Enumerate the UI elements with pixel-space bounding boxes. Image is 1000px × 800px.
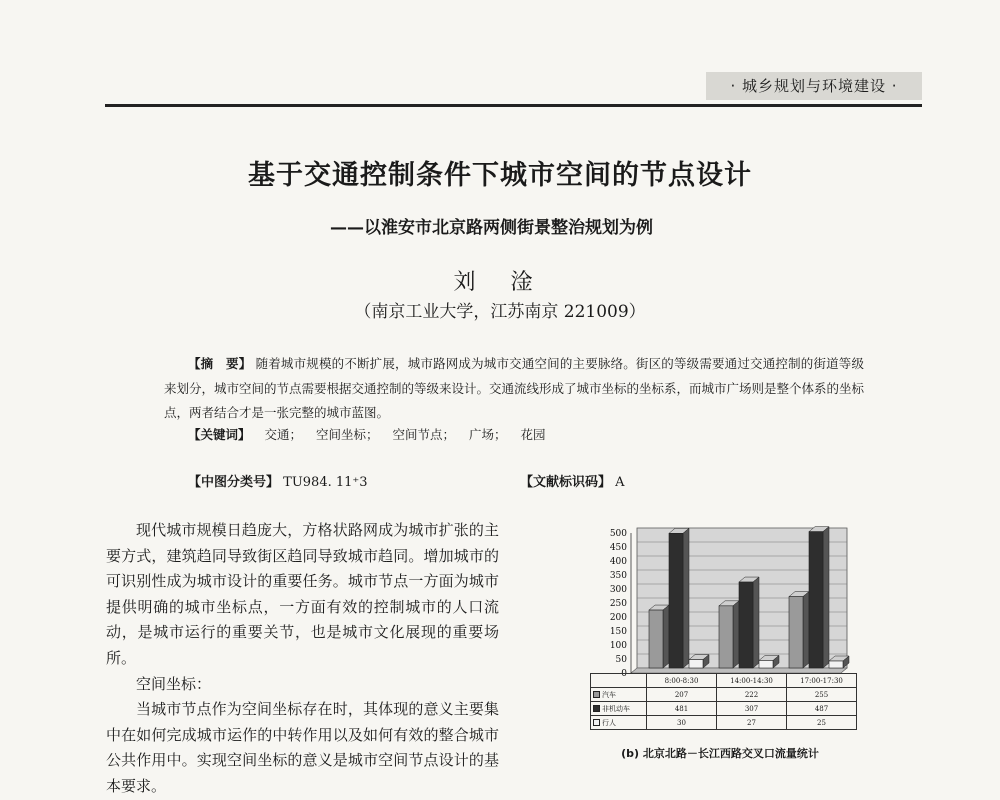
keyword-item: 空间坐标；: [316, 427, 379, 442]
paper-title: 基于交通控制条件下城市空间的节点设计: [248, 160, 752, 191]
author-affiliation: （南京工业大学，江苏南京 221009）: [354, 302, 646, 322]
keyword-item: 空间节点；: [392, 427, 456, 442]
table-cell: 27: [717, 716, 787, 730]
table-cell: 30: [647, 716, 717, 730]
table-cell: 255: [787, 688, 857, 702]
abstract-text: 随着城市规模的不断扩展，城市路网成为城市交通空间的主要脉络。街区的等级需要通过交通控制的街道等级来划分，城市空间的节点需要根据交通控制的等级来设计。交通流线形成了城市坐标的坐标系，而城市广场则是整个体系的坐标点，两者结合才是一张完整的城市蓝图。: [164, 356, 865, 420]
chart-caption: (b) 北京北路－长江西路交叉口流量统计: [621, 747, 819, 760]
bar: [669, 533, 683, 668]
y-tick-label: 0: [621, 669, 627, 678]
table-row: [591, 716, 857, 730]
legend-swatch: [593, 705, 600, 712]
bar: [789, 597, 803, 668]
bar: [719, 606, 733, 668]
author-name: 刘 淦: [453, 270, 547, 295]
y-tick-label: 150: [609, 627, 627, 637]
series-name: 行人: [602, 718, 616, 727]
table-row-header: [591, 702, 647, 716]
y-tick-label: 450: [609, 543, 627, 553]
doc-code-label: 【文献标识码】: [520, 475, 612, 490]
classification-label: 【中图分类号】: [188, 475, 280, 490]
bar-side: [753, 577, 759, 668]
body-paragraph: 当城市节点作为空间坐标存在时，其体现的意义主要集中在如何完成城市运作的中转作用以及如何有效的整合城市公共作用中。实现空间坐标的意义是城市空间节点设计的基本要求。: [106, 700, 499, 795]
y-tick-label: 200: [609, 613, 627, 623]
table-cell: 307: [717, 702, 787, 716]
table-row: [591, 702, 857, 716]
table-header-row: [591, 674, 857, 688]
y-tick-label: 250: [609, 599, 627, 609]
header-rule: [105, 104, 922, 107]
chart-svg: [585, 518, 855, 678]
table-row-header: [591, 688, 647, 702]
bar-side: [683, 528, 689, 668]
abstract: [164, 352, 864, 426]
table-cell: 25: [787, 716, 857, 730]
section-header-tag: · 城乡规划与环境建设 ·: [706, 72, 922, 100]
bar-side: [733, 601, 739, 668]
bar: [829, 661, 843, 668]
table-row: [591, 688, 857, 702]
legend-swatch: [593, 719, 600, 726]
legend-swatch: [593, 691, 600, 698]
body-text: [106, 518, 499, 800]
series-name: 汽车: [602, 690, 616, 699]
y-tick-label: 100: [609, 641, 627, 651]
keyword-item: 交通；: [264, 427, 303, 442]
chart-data-table: [590, 673, 857, 730]
table-row-header: [591, 716, 647, 730]
y-tick-label: 50: [615, 655, 627, 665]
y-tick-label: 300: [609, 585, 627, 595]
y-tick-label: 350: [609, 571, 627, 581]
paper-subtitle: ——以淮安市北京路两侧街景整治规划为例: [330, 218, 653, 238]
keyword-item: 花园: [520, 427, 546, 442]
doc-code-value: A: [615, 475, 625, 490]
table-header-cell: 8:00-8:30: [647, 674, 717, 688]
body-paragraph: 现代城市规模日趋庞大，方格状路网成为城市扩张的主要方式，建筑趋同导致街区趋同导致城市趋同。增加城市的可识别性成为城市设计的重要任务。城市节点一方面为城市提供明确的城市坐标点，一方面有效的控制城市的人口流动，是城市运行的重要关节，也是城市文化展现的重要场所。: [106, 521, 499, 667]
table-cell: 487: [787, 702, 857, 716]
bar-side: [823, 527, 829, 668]
bar: [739, 582, 753, 668]
table-corner-cell: [591, 674, 647, 688]
bar: [649, 610, 663, 668]
table-cell: 207: [647, 688, 717, 702]
classification-number: [188, 471, 368, 490]
bar: [689, 660, 703, 668]
y-tick-label: 500: [609, 529, 627, 539]
y-tick-label: 400: [609, 557, 627, 567]
body-subheading: 空间坐标：: [136, 674, 212, 693]
keywords-label: 【关键词】: [188, 427, 251, 442]
bar-side: [663, 605, 669, 668]
bar-side: [803, 592, 809, 668]
bar: [809, 532, 823, 668]
table-cell: 481: [647, 702, 717, 716]
table-header-cell: 17:00-17:30: [787, 674, 857, 688]
table-cell: 222: [717, 688, 787, 702]
keyword-item: 广场；: [469, 427, 507, 442]
keywords: [188, 425, 546, 443]
bar: [759, 660, 773, 668]
classification-value: TU984. 11⁺3: [283, 475, 368, 490]
abstract-label: 【摘 要】: [188, 356, 252, 371]
series-name: 非机动车: [602, 704, 630, 713]
document-code: [520, 471, 625, 490]
table-header-cell: 14:00-14:30: [717, 674, 787, 688]
